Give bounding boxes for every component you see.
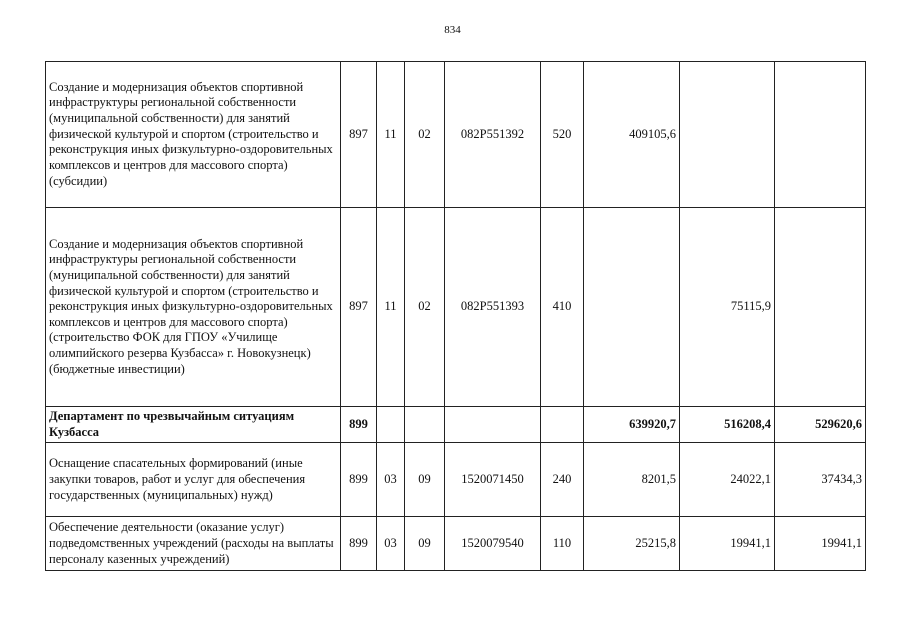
subsection-code: 09 [405,517,445,571]
row-description: Создание и модернизация объектов спортивной инфраструктуры региональной собственности (муниципальной собственности) для занятий физической культурой и спортом (строительство и реконструкция иных физкультурно-оздоровительных комплексов и центров для массового спорта) (субсидии) [46,62,341,208]
table-row [46,208,866,407]
amount-year-2: 19941,1 [680,517,775,571]
row-description: Оснащение спасательных формирований (иные закупки товаров, работ и услуг для обеспечения государственных (муниципальных) нужд) [46,443,341,517]
amount-year-1: 8201,5 [584,443,680,517]
section-code: 11 [377,208,405,407]
section-code [377,407,405,443]
expense-type-code: 110 [541,517,584,571]
amount-year-3: 37434,3 [775,443,866,517]
amount-year-1 [584,208,680,407]
subsection-code [405,407,445,443]
amount-year-2: 516208,4 [680,407,775,443]
amount-year-3 [775,208,866,407]
subsection-code: 02 [405,208,445,407]
amount-year-2: 75115,9 [680,208,775,407]
page-number: 834 [444,24,461,36]
amount-year-2: 24022,1 [680,443,775,517]
expense-type-code [541,407,584,443]
row-description: Создание и модернизация объектов спортивной инфраструктуры региональной собственности (муниципальной собственности) для занятий физической культурой и спортом (строительство и реконструкция иных физкультурно-оздоровительных комплексов и центров для массового спорта) (строительство ФОК для ГПОУ «Училище олимпийского резерва Кузбасса» г. Новокузнецк) (бюджетные инвестиции) [46,208,341,407]
amount-year-3: 529620,6 [775,407,866,443]
section-code: 11 [377,62,405,208]
section-code: 03 [377,517,405,571]
amount-year-1: 639920,7 [584,407,680,443]
target-article-code [445,407,541,443]
subsection-code: 09 [405,443,445,517]
expense-type-code: 410 [541,208,584,407]
expense-type-code: 240 [541,443,584,517]
row-description: Департамент по чрезвычайным ситуациям Кузбасса [46,407,341,443]
table-row-department [46,407,866,443]
amount-year-3 [775,62,866,208]
table-row [46,62,866,208]
subsection-code: 02 [405,62,445,208]
target-article-code: 082P551392 [445,62,541,208]
ministry-code: 897 [341,62,377,208]
ministry-code: 899 [341,407,377,443]
target-article-code: 1520079540 [445,517,541,571]
amount-year-1: 25215,8 [584,517,680,571]
amount-year-3: 19941,1 [775,517,866,571]
ministry-code: 899 [341,517,377,571]
budget-table [45,61,866,571]
ministry-code: 897 [341,208,377,407]
expense-type-code: 520 [541,62,584,208]
row-description: Обеспечение деятельности (оказание услуг) подведомственных учреждений (расходы на выплаты персоналу казенных учреждений) [46,517,341,571]
target-article-code: 082P551393 [445,208,541,407]
table-row [46,517,866,571]
target-article-code: 1520071450 [445,443,541,517]
amount-year-1: 409105,6 [584,62,680,208]
ministry-code: 899 [341,443,377,517]
amount-year-2 [680,62,775,208]
section-code: 03 [377,443,405,517]
table-row [46,443,866,517]
